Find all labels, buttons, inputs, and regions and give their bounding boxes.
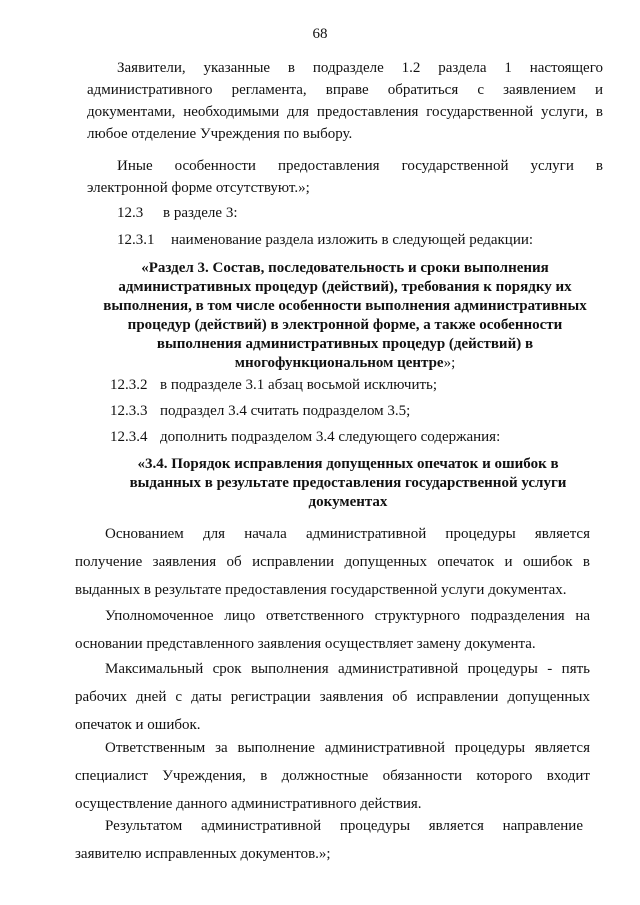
heading-line: процедур (действий) в электронной форме, а также особенности (127, 317, 563, 333)
text-line: любое отделение Учреждения по выбору. (87, 126, 353, 142)
paragraph-other-features (87, 155, 603, 199)
text-line: Заявители, указанные в подразделе 1.2 раздела 1 настоящего (117, 60, 603, 76)
text-line: Ответственным за выполнение административной процедуры является (105, 740, 590, 756)
item-text: подраздел 3.4 считать подразделом 3.5; (160, 403, 411, 419)
item-text: дополнить подразделом 3.4 следующего содержания: (160, 429, 501, 445)
text-line: электронной форме отсутствуют.»; (87, 180, 310, 196)
subsection-3-4-heading (100, 455, 596, 512)
item-12-3-2 (110, 374, 590, 396)
text-line: рабочих дней с даты регистрации заявления об исправлении допущенных (75, 689, 590, 705)
text-line: выданных в результате предоставления государственной услуги документах. (75, 582, 567, 598)
item-12-3-1 (117, 229, 597, 251)
text-line: получение заявления об исправлении допущенных опечаток и ошибок в (75, 554, 590, 570)
section-3-heading (90, 259, 600, 373)
text-line: Иные особенности предоставления государственной услуги в (117, 158, 603, 174)
paragraph-basis (75, 520, 590, 604)
item-text: наименование раздела изложить в следующей редакции: (171, 232, 534, 248)
text-line: Уполномоченное лицо ответственного структурного подразделения на (105, 608, 590, 624)
text-line: опечаток и ошибок. (75, 717, 201, 733)
text-line: основании представленного заявления осуществляет замену документа. (75, 636, 536, 652)
text-line: административного регламента, вправе обратиться с заявлением и (87, 82, 603, 98)
text-line: специалист Учреждения, в должностные обязанности которого входит (75, 768, 590, 784)
page-number: 68 (312, 26, 328, 42)
item-12-3-4 (110, 426, 590, 448)
item-number: 12.3.3 (110, 403, 148, 419)
heading-line: выданных в результате предоставления государственной услуги (129, 475, 567, 491)
heading-line: многофункциональном центре (234, 355, 444, 371)
item-number: 12.3.1 (117, 232, 155, 248)
text-line: заявителю исправленных документов.»; (75, 846, 331, 862)
text-line: Основанием для начала административной процедуры является (105, 526, 590, 542)
item-text: в разделе 3: (163, 205, 238, 221)
text-line: Результатом административной процедуры является направление (105, 818, 583, 834)
text-line: осуществление данного административного действия. (75, 796, 422, 812)
paragraph-responsible (75, 734, 590, 818)
text-line: Максимальный срок выполнения административной процедуры - пять (105, 661, 590, 677)
heading-tail: »; (443, 355, 456, 371)
paragraph-max-term (75, 655, 590, 739)
item-12-3 (117, 202, 597, 224)
item-12-3-3 (110, 400, 590, 422)
heading-line: выполнения, в том числе особенности выполнения административных (103, 298, 587, 314)
heading-line: документах (308, 494, 388, 510)
heading-line: административных процедур (действий), требования к порядку их (118, 279, 572, 295)
heading-line: «Раздел 3. Состав, последовательность и сроки выполнения (141, 260, 549, 276)
paragraph-result (75, 812, 583, 868)
text-line: документами, необходимыми для предоставления государственной услуги, в (87, 104, 603, 120)
item-text: в подразделе 3.1 абзац восьмой исключить; (160, 377, 438, 393)
heading-line: «3.4. Порядок исправления допущенных опечаток и ошибок в (137, 456, 559, 472)
item-number: 12.3.2 (110, 377, 148, 393)
paragraph-authorized-person (75, 602, 590, 658)
item-number: 12.3 (117, 205, 144, 221)
paragraph-applicants (87, 57, 603, 145)
heading-line: выполнения административных процедур (действий) в (156, 336, 534, 352)
item-number: 12.3.4 (110, 429, 148, 445)
